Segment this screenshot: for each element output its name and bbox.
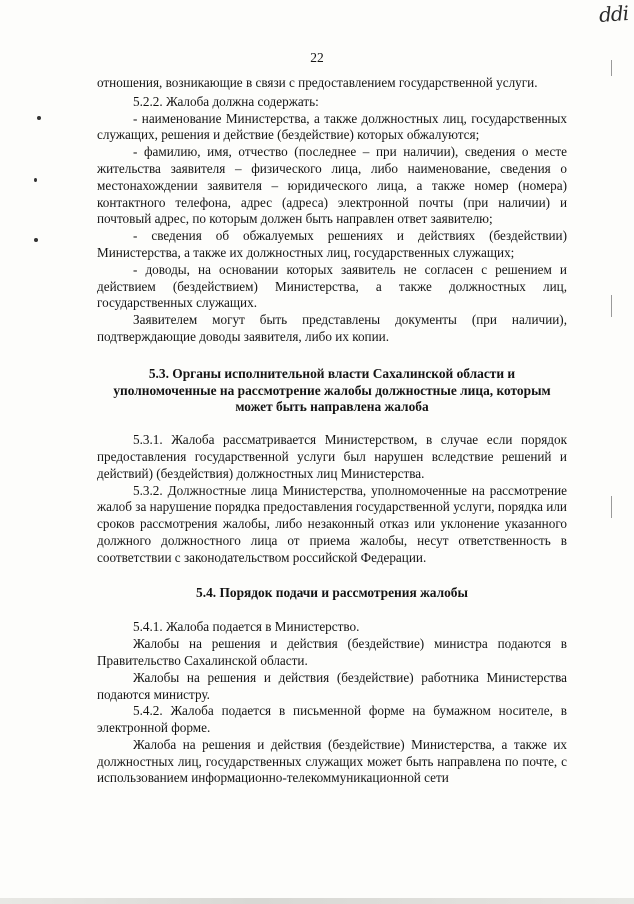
scan-edge-mark [611,295,612,317]
paragraph-submission-methods: Жалоба на решения и действия (бездействие) Министерства, а также их должностных лиц, государственных служащих может быть направлена по почте, с использованием информационно-телекоммуникационной сети [97,736,567,786]
page-number: 22 [310,50,324,65]
scan-speck [34,238,38,242]
paragraph-documents: Заявителем могут быть представлены документы (при наличии), подтверждающие доводы заявителя, либо их копии. [97,312,567,344]
document-body [97,75,567,787]
clause-5-2-2: 5.2.2. Жалоба должна содержать: [133,93,319,109]
section-heading-5-4: 5.4. Порядок подачи и рассмотрения жалобы [196,584,468,600]
paragraph-minister-complaints: Жалобы на решения и действия (бездействие) министра подаются в Правительство Сахалинской области. [97,636,567,668]
section-heading-5-3: 5.3. Органы исполнительной власти Сахалинской области и уполномоченные на рассмотрение жалобы должностные лица, которым может быть направлена жалоба [113,365,551,415]
clause-5-3-2: 5.3.2. Должностные лица Министерства, уполномоченные на рассмотрение жалоб за нарушение порядка предоставления государственной услуги, порядка или сроков рассмотрения жалобы, либо незаконный отказ или уклонение указанного должного должностного лица от приема жалобы, несут ответственность в соответствии с законодательством российской Федерации. [97,482,567,565]
list-item-name: - наименование Министерства, а также должностных лиц, государственных служащих, решения и действие (бездействие) которых обжалуются; [97,110,567,143]
scan-bottom-edge [0,898,634,904]
scan-speck [37,116,41,120]
scan-speck [34,178,37,182]
list-item-arguments: - доводы, на основании которых заявитель не согласен с решением и действием (бездействием) Министерства, а также должностных лиц, государственных служащих. [97,261,567,311]
handwritten-page-mark: ddi [598,1,629,27]
scan-edge-mark [611,60,612,76]
list-item-appealed-decisions: - сведения об обжалуемых решениях и действиях (бездействии) Министерства, а также их должностных лиц, государственных служащих; [97,228,567,260]
clause-5-3-1: 5.3.1. Жалоба рассматривается Министерством, в случае если порядок предоставления государственной услуги был нарушен вследствие решений и действий) (бездействия) должностных лиц Министерства. [97,432,567,481]
paragraph-continuation: отношения, возникающие в связи с предоставлением государственной услуги. [97,75,538,90]
scan-edge-mark [611,496,612,518]
list-item-applicant-details: - фамилию, имя, отчество (последнее – при наличии), сведения о месте жительства заявителя – физического лица, либо наименование, сведения о местонахождении заявителя – юридического лица, а также номер (номера) контактного телефона, адрес (адреса) электронной почты (при наличии) и почтовый адрес, по которым должен быть направлен ответ заявителю; [97,144,567,227]
clause-5-4-1: 5.4.1. Жалоба подается в Министерство. [133,619,360,635]
clause-5-4-2: 5.4.2. Жалоба подается в письменной форме на бумажном носителе, в электронной форме. [97,703,567,736]
paragraph-employee-complaints: Жалобы на решения и действия (бездействие) работника Министерства подаются министру. [97,669,567,702]
